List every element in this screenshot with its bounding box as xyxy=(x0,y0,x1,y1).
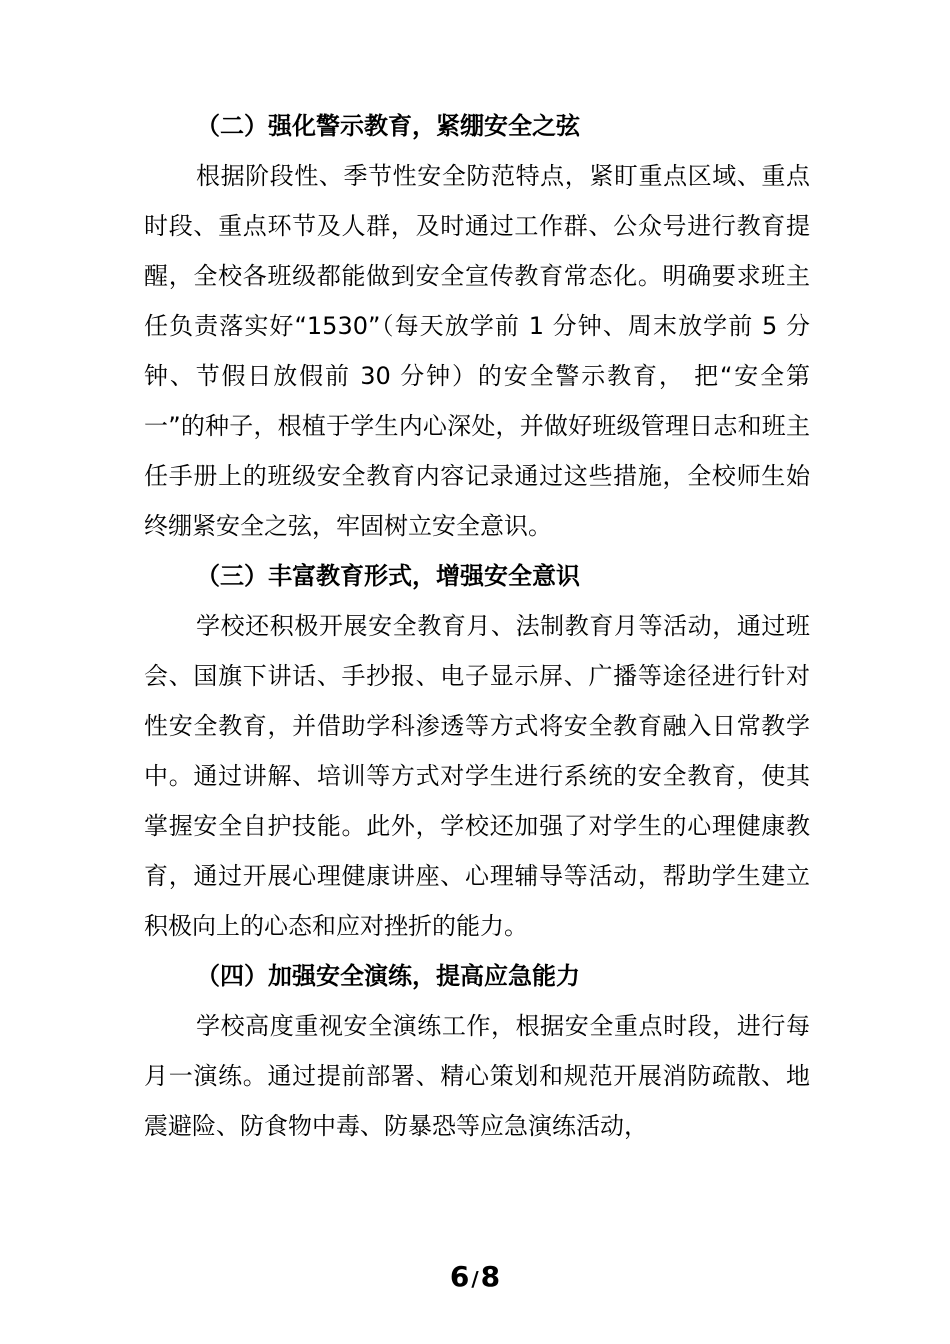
page-separator: / xyxy=(471,1267,479,1291)
total-pages-number: 8 xyxy=(480,1260,501,1293)
page-number xyxy=(0,1257,950,1299)
document-body xyxy=(144,101,810,1151)
section-paragraph: 学校高度重视安全演练工作，根据安全重点时段，进行每月一演练。通过提前部署、精心策划和规范开展消防疏散、地震避险、防食物中毒、防暴恐等应急演练活动， xyxy=(144,1012,810,1140)
section-3 xyxy=(144,551,810,951)
section-heading: （二）强化警示教育，紧绷安全之弦 xyxy=(196,112,580,140)
section-paragraph: 根据阶段性、季节性安全防范特点，紧盯重点区域、重点时段、重点环节及人群，及时通过工作群、公众号进行教育提醒，全校各班级都能做到安全宣传教育常态化。明确要求班主任负责落实好“1530”（每天放学前 1 分钟、周末放学前 5 分钟、节假日放假前 30 分钟）的安全警示教育， 把“安全第一”的种子，根植于学生内心深处，并做好班级管理日志和班主任手册上的班级安全教育内容记录通过这些措施，全校师生始终绷紧安全之弦，牢固树立安全意识。 xyxy=(144,162,810,540)
section-4 xyxy=(144,951,810,1151)
section-heading: （三）丰富教育形式，增强安全意识 xyxy=(196,562,580,590)
section-heading: （四）加强安全演练，提高应急能力 xyxy=(196,962,580,990)
current-page-number: 6 xyxy=(449,1260,470,1293)
section-paragraph: 学校还积极开展安全教育月、法制教育月等活动，通过班会、国旗下讲话、手抄报、电子显示屏、广播等途径进行针对性安全教育，并借助学科渗透等方式将安全教育融入日常教学中。通过讲解、培训等方式对学生进行系统的安全教育，使其掌握安全自护技能。此外，学校还加强了对学生的心理健康教育，通过开展心理健康讲座、心理辅导等活动，帮助学生建立积极向上的心态和应对挫折的能力。 xyxy=(144,612,810,940)
section-2 xyxy=(144,101,810,551)
